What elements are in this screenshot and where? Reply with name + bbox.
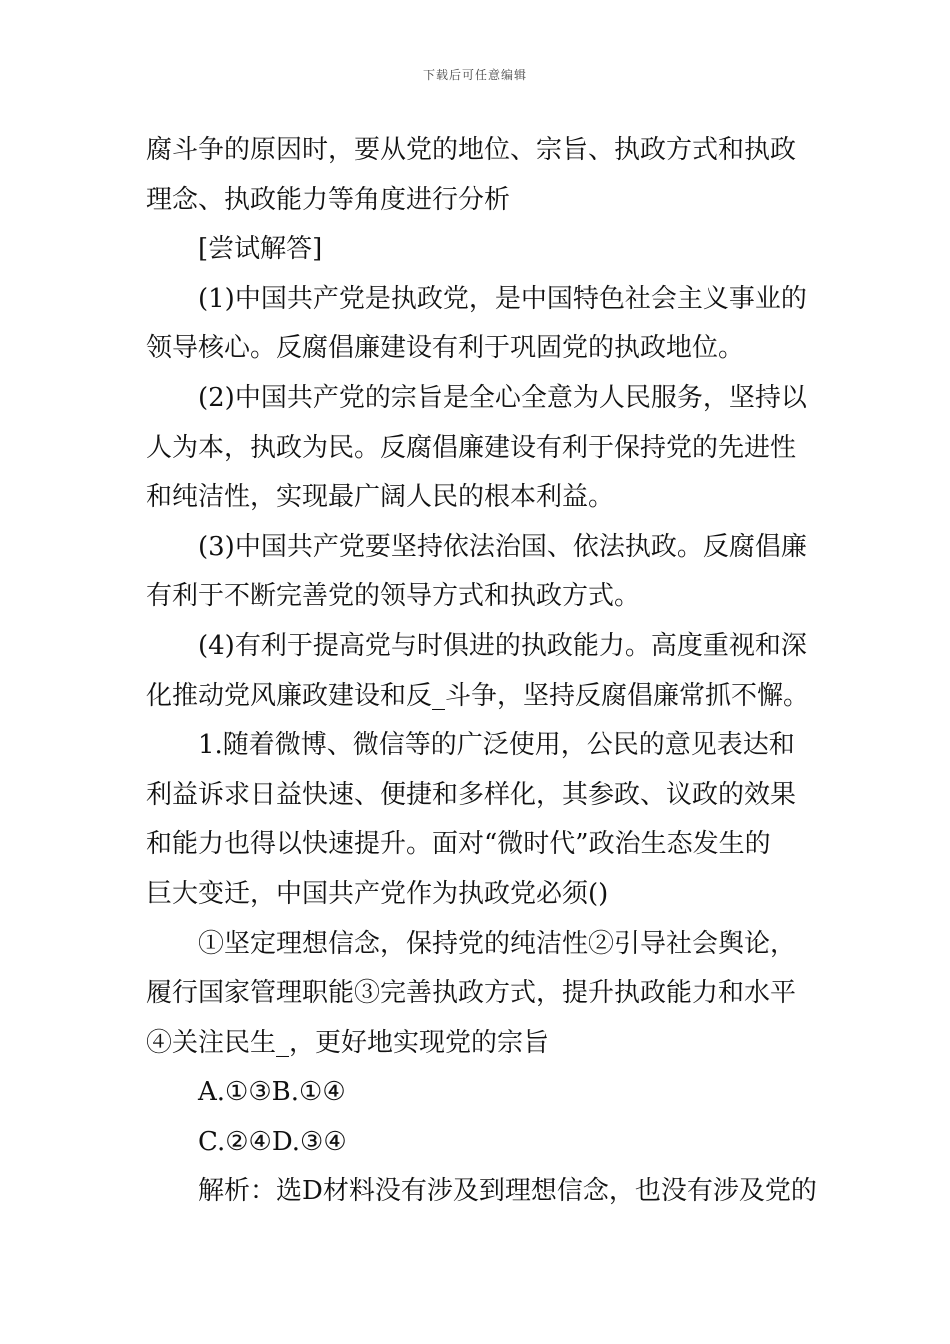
text-line: 理念、执政能力等角度进行分析 (146, 184, 511, 215)
section-label: [尝试解答] (198, 234, 323, 265)
text-line: 利益诉求日益快速、便捷和多样化，其参政、议政的效果 (146, 779, 797, 810)
text-line: ④关注民生_，更好地实现党的宗旨 (146, 1027, 550, 1058)
question-statements: ①坚定理想信念，保持党的纯洁性②引导社会舆论， (198, 928, 797, 959)
text-line: 履行国家管理职能③完善执政方式，提升执政能力和水平 (146, 978, 797, 1009)
text-line: 和纯洁性，实现最广阔人民的根本利益。 (146, 482, 615, 513)
answer-point-3: (3)中国共产党要坚持依法治国、依法执政。反腐倡廉 (198, 531, 807, 562)
text-line: 和能力也得以快速提升。面对“微时代”政治生态发生的 (146, 829, 771, 860)
choice-options-cd: C.②④D.③④ (198, 1126, 347, 1157)
text-line: 人为本，执政为民。反腐倡廉建设有利于保持党的先进性 (146, 432, 797, 463)
choice-options-ab: A.①③B.①④ (198, 1077, 346, 1108)
analysis-line: 解析：选D材料没有涉及到理想信念，也没有涉及党的 (198, 1176, 817, 1207)
answer-point-1: (1)中国共产党是执政党，是中国特色社会主义事业的 (198, 283, 807, 314)
answer-point-4: (4)有利于提高党与时俱进的执政能力。高度重视和深 (198, 630, 807, 661)
page-header: 下载后可任意编辑 (422, 68, 527, 82)
text-line: 化推动党风廉政建设和反_斗争，坚持反腐倡廉常抓不懈。 (146, 680, 810, 711)
text-line: 腐斗争的原因时，要从党的地位、宗旨、执政方式和执政 (146, 135, 797, 165)
text-line: 领导核心。反腐倡廉建设有利于巩固党的执政地位。 (146, 333, 745, 364)
question-1: 1.随着微博、微信等的广泛使用，公民的意见表达和 (198, 730, 795, 761)
text-line: 巨大变迁，中国共产党作为执政党必须() (146, 878, 609, 909)
answer-point-2: (2)中国共产党的宗旨是全心全意为人民服务，坚持以 (198, 382, 807, 413)
text-line: 有利于不断完善党的领导方式和执政方式。 (146, 581, 641, 612)
document-body (146, 126, 817, 1217)
